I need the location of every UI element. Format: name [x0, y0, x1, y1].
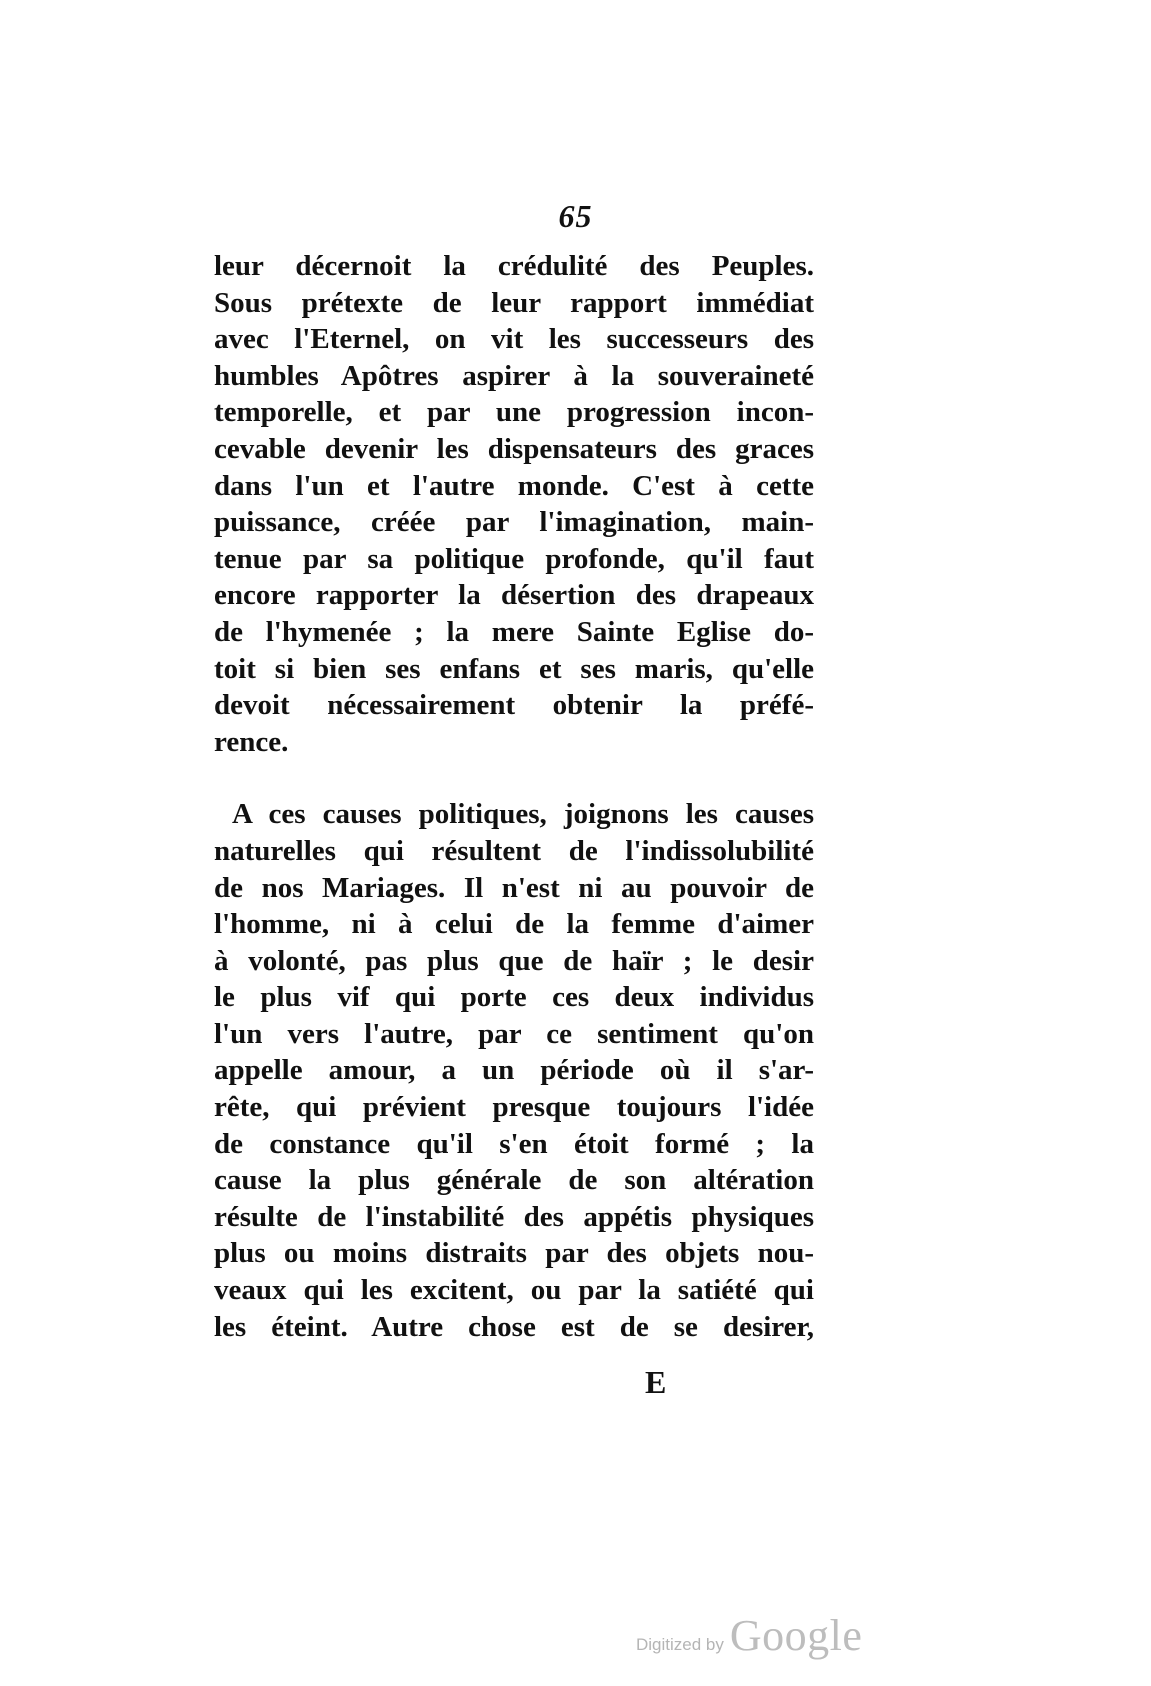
text-line: dans l'un et l'autre monde. C'est à cette	[214, 469, 814, 502]
text-line: appelle amour, a un période où il s'ar-	[214, 1054, 814, 1087]
text-line: encore rapporter la désertion des drapeaux	[214, 579, 814, 612]
text-line: tenue par sa politique profonde, qu'il faut	[214, 542, 814, 575]
text-line: l'un vers l'autre, par ce sentiment qu'on	[214, 1017, 814, 1050]
text-line: le plus vif qui porte ces deux individus	[214, 981, 814, 1014]
text-line: puissance, créée par l'imagination, main-	[214, 506, 814, 539]
paragraph-1	[214, 248, 814, 760]
text-line: Sous prétexte de leur rapport immédiat	[214, 286, 814, 319]
text-line: les éteint. Autre chose est de se desirer,	[214, 1310, 814, 1343]
text-line: de nos Mariages. Il n'est ni au pouvoir de	[214, 871, 814, 904]
text-line: veaux qui les excitent, ou par la satiété qui	[214, 1274, 814, 1307]
text-line: l'homme, ni à celui de la femme d'aimer	[214, 908, 814, 941]
text-line: cevable devenir les dispensateurs des graces	[214, 432, 814, 465]
text-line: résulte de l'instabilité des appétis physiques	[214, 1200, 814, 1233]
text-line: A ces causes politiques, joignons les causes	[232, 798, 814, 831]
text-line: de constance qu'il s'en étoit formé ; la	[214, 1127, 814, 1160]
text-line: avec l'Eternel, on vit les successeurs des	[214, 323, 814, 356]
text-line: leur décernoit la crédulité des Peuples.	[214, 250, 814, 282]
digitized-watermark	[636, 1610, 862, 1661]
text-line: devoit nécessairement obtenir la préfé-	[214, 689, 814, 722]
page-number: 65	[558, 198, 593, 234]
text-line: naturelles qui résultent de l'indissolubilité	[214, 834, 814, 867]
text-line: toit si bien ses enfans et ses maris, qu'elle	[214, 652, 814, 685]
watermark-prefix: Digitized by	[636, 1635, 724, 1654]
body-text	[214, 248, 814, 1345]
text-line: à volonté, pas plus que de haïr ; le desir	[214, 944, 814, 977]
text-line: de l'hymenée ; la mere Sainte Eglise do-	[214, 615, 814, 648]
text-line: rête, qui prévient presque toujours l'idée	[214, 1091, 814, 1124]
text-line: cause la plus générale de son altération	[214, 1164, 814, 1197]
paragraph-2	[214, 796, 814, 1345]
text-line: humbles Apôtres aspirer à la souveraineté	[214, 359, 814, 392]
paragraph-spacer	[214, 760, 814, 796]
signature-mark: E	[645, 1364, 667, 1400]
watermark-brand: Google	[729, 1611, 863, 1660]
text-line: plus ou moins distraits par des objets nou-	[214, 1237, 814, 1270]
text-line: temporelle, et par une progression incon-	[214, 396, 814, 429]
text-line: rence.	[214, 725, 289, 758]
